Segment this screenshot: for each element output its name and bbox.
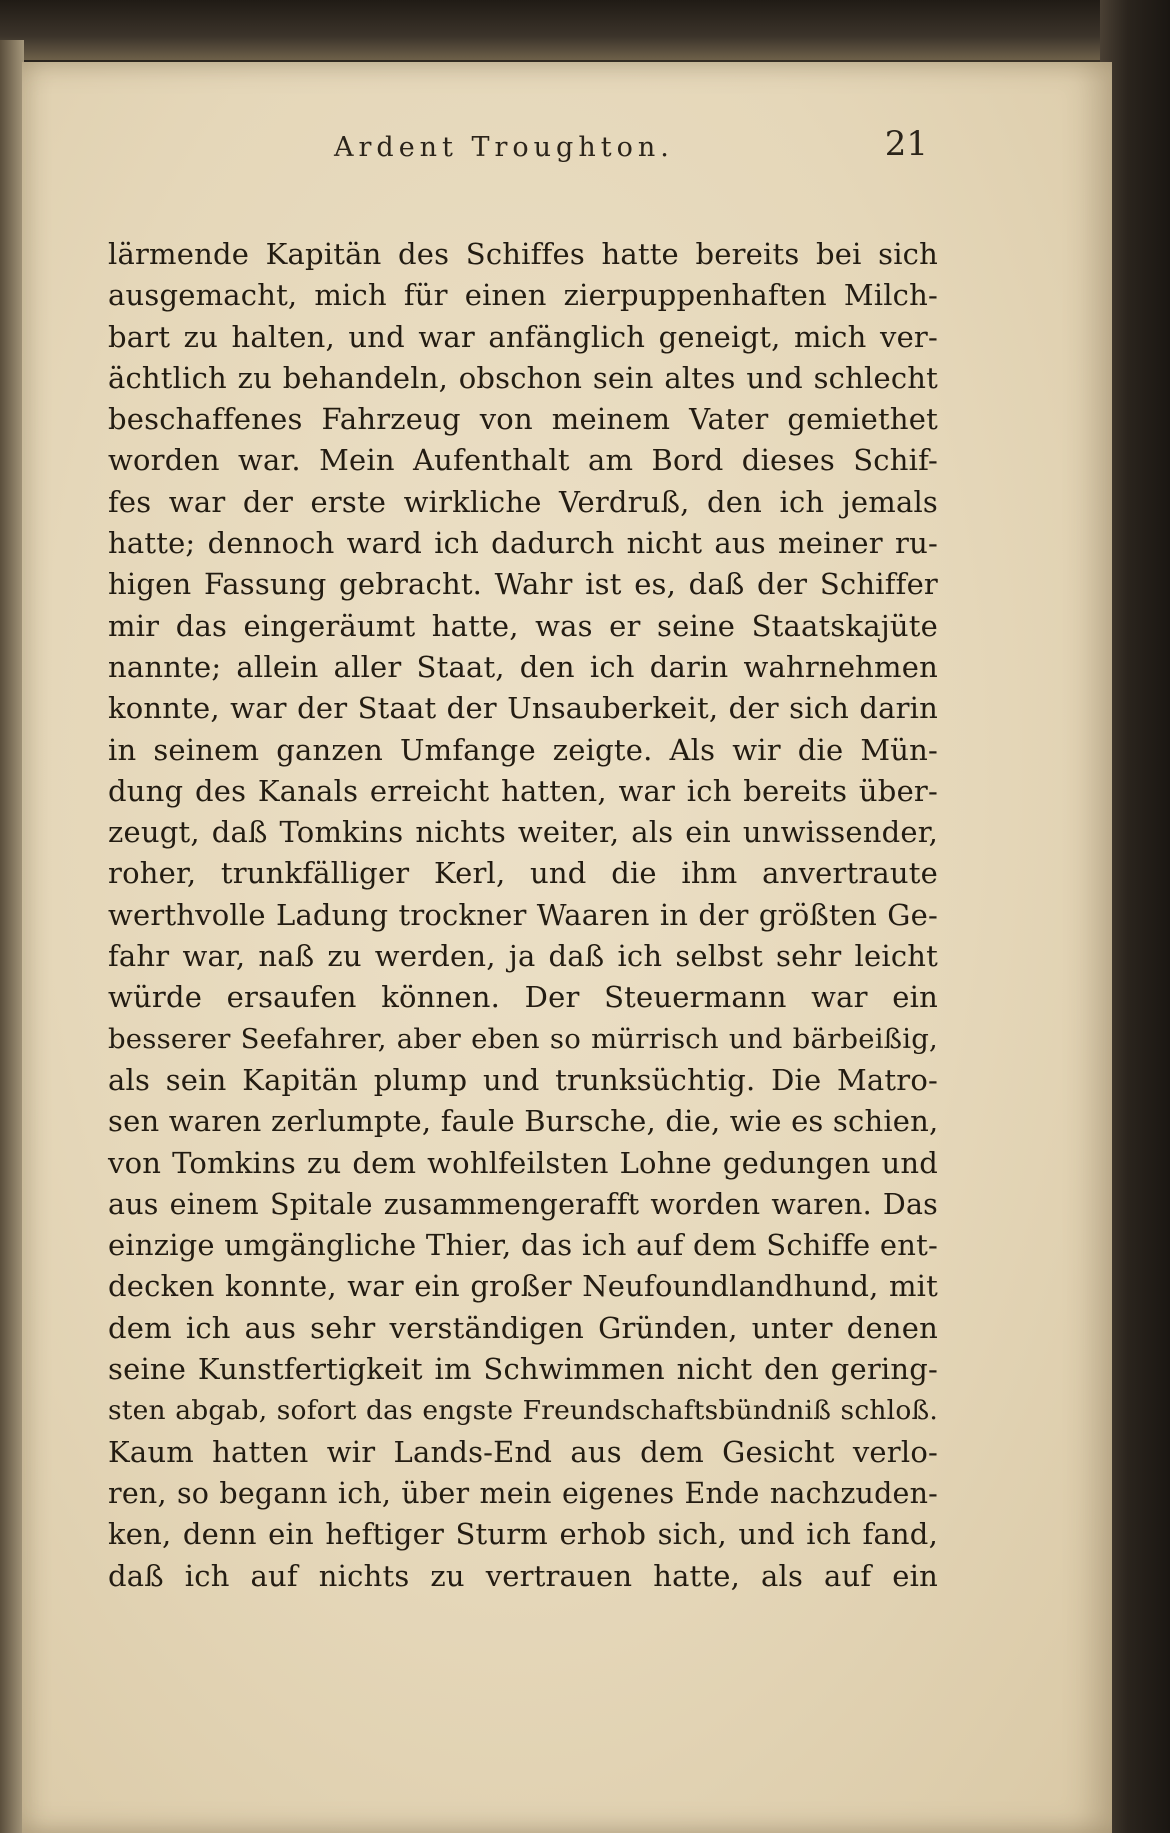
- text-line: Kaum hatten wir Lands-End aus dem Gesicht verlo-: [108, 1434, 938, 1469]
- text-line: ächtlich zu behandeln, obschon sein altes und schlecht: [108, 360, 938, 395]
- text-line: werthvolle Ladung trockner Waaren in der größten Ge-: [108, 897, 938, 932]
- text-line: seine Kunstfertigkeit im Schwimmen nicht den gering-: [108, 1352, 938, 1387]
- text-line: besserer Seefahrer, aber eben so mürrisch und bärbeißig,: [108, 1022, 938, 1055]
- text-line: ren, so begann ich, über mein eigenes Ende nachzuden-: [108, 1476, 938, 1510]
- text-line: hatte; dennoch ward ich dadurch nicht aus meiner ru-: [108, 526, 938, 561]
- book-top-edge: [0, 0, 1170, 60]
- page-number: 21: [884, 124, 928, 164]
- text-line: aus einem Spitale zusammengerafft worden waren. Das: [108, 1187, 938, 1221]
- text-line: von Tomkins zu dem wohlfeilsten Lohne gedungen und: [108, 1145, 938, 1180]
- text-line: higen Fassung gebracht. Wahr ist es, daß der Schiffer: [108, 567, 938, 602]
- gutter-edge: [0, 40, 24, 1833]
- text-line: sen waren zerlumpte, faule Bursche, die, wie es schien,: [108, 1104, 939, 1139]
- text-line: roher, trunkfälliger Kerl, und die ihm anvertraute: [108, 856, 938, 891]
- text-line: konnte, war der Staat der Unsauberkeit, der sich darin: [108, 691, 938, 726]
- text-line: beschaffenes Fahrzeug von meinem Vater gemiethet: [108, 402, 938, 437]
- text-line: worden war. Mein Aufenthalt am Bord dieses Schif-: [108, 443, 938, 478]
- text-line: dung des Kanals erreicht hatten, war ich bereits über-: [108, 773, 938, 808]
- text-line: ken, denn ein heftiger Sturm erhob sich, und ich fand,: [108, 1517, 938, 1552]
- text-line: nannte; allein aller Staat, den ich darin wahrnehmen: [108, 649, 938, 684]
- page-header: [312, 118, 932, 178]
- text-line: mir das eingeräumt hatte, was er seine Staatskajüte: [108, 608, 938, 643]
- text-line: bart zu halten, und war anfänglich geneigt, mich ver-: [108, 319, 938, 354]
- text-line: in seinem ganzen Umfange zeigte. Als wir die Mün-: [108, 732, 938, 767]
- text-line: decken konnte, war ein großer Neufoundlandhund, mit: [108, 1269, 938, 1304]
- text-line: daß ich auf nichts zu vertrauen hatte, als auf ein: [108, 1558, 938, 1593]
- text-line: als sein Kapitän plump und trunksüchtig. Die Matro-: [108, 1062, 938, 1097]
- text-line: sten abgab, sofort das engste Freundschaftsbündniß schloß.: [108, 1395, 938, 1427]
- text-line: fes war der erste wirkliche Verdruß, den ich jemals: [108, 484, 938, 519]
- text-line: würde ersaufen können. Der Steuermann war ein: [108, 980, 938, 1015]
- text-line: zeugt, daß Tomkins nichts weiter, als ein unwissender,: [108, 815, 938, 850]
- text-line: ausgemacht, mich für einen zierpuppenhaften Milch-: [108, 278, 938, 313]
- body-text: [108, 234, 938, 1597]
- text-line: dem ich aus sehr verständigen Gründen, unter denen: [108, 1310, 938, 1345]
- text-line: lärmende Kapitän des Schiffes hatte bereits bei sich: [108, 237, 938, 271]
- running-title: Ardent Troughton.: [334, 132, 674, 163]
- text-line: einzige umgängliche Thier, das ich auf dem Schiffe ent-: [108, 1228, 938, 1263]
- text-line: fahr war, naß zu werden, ja daß ich selbst sehr leicht: [108, 939, 938, 974]
